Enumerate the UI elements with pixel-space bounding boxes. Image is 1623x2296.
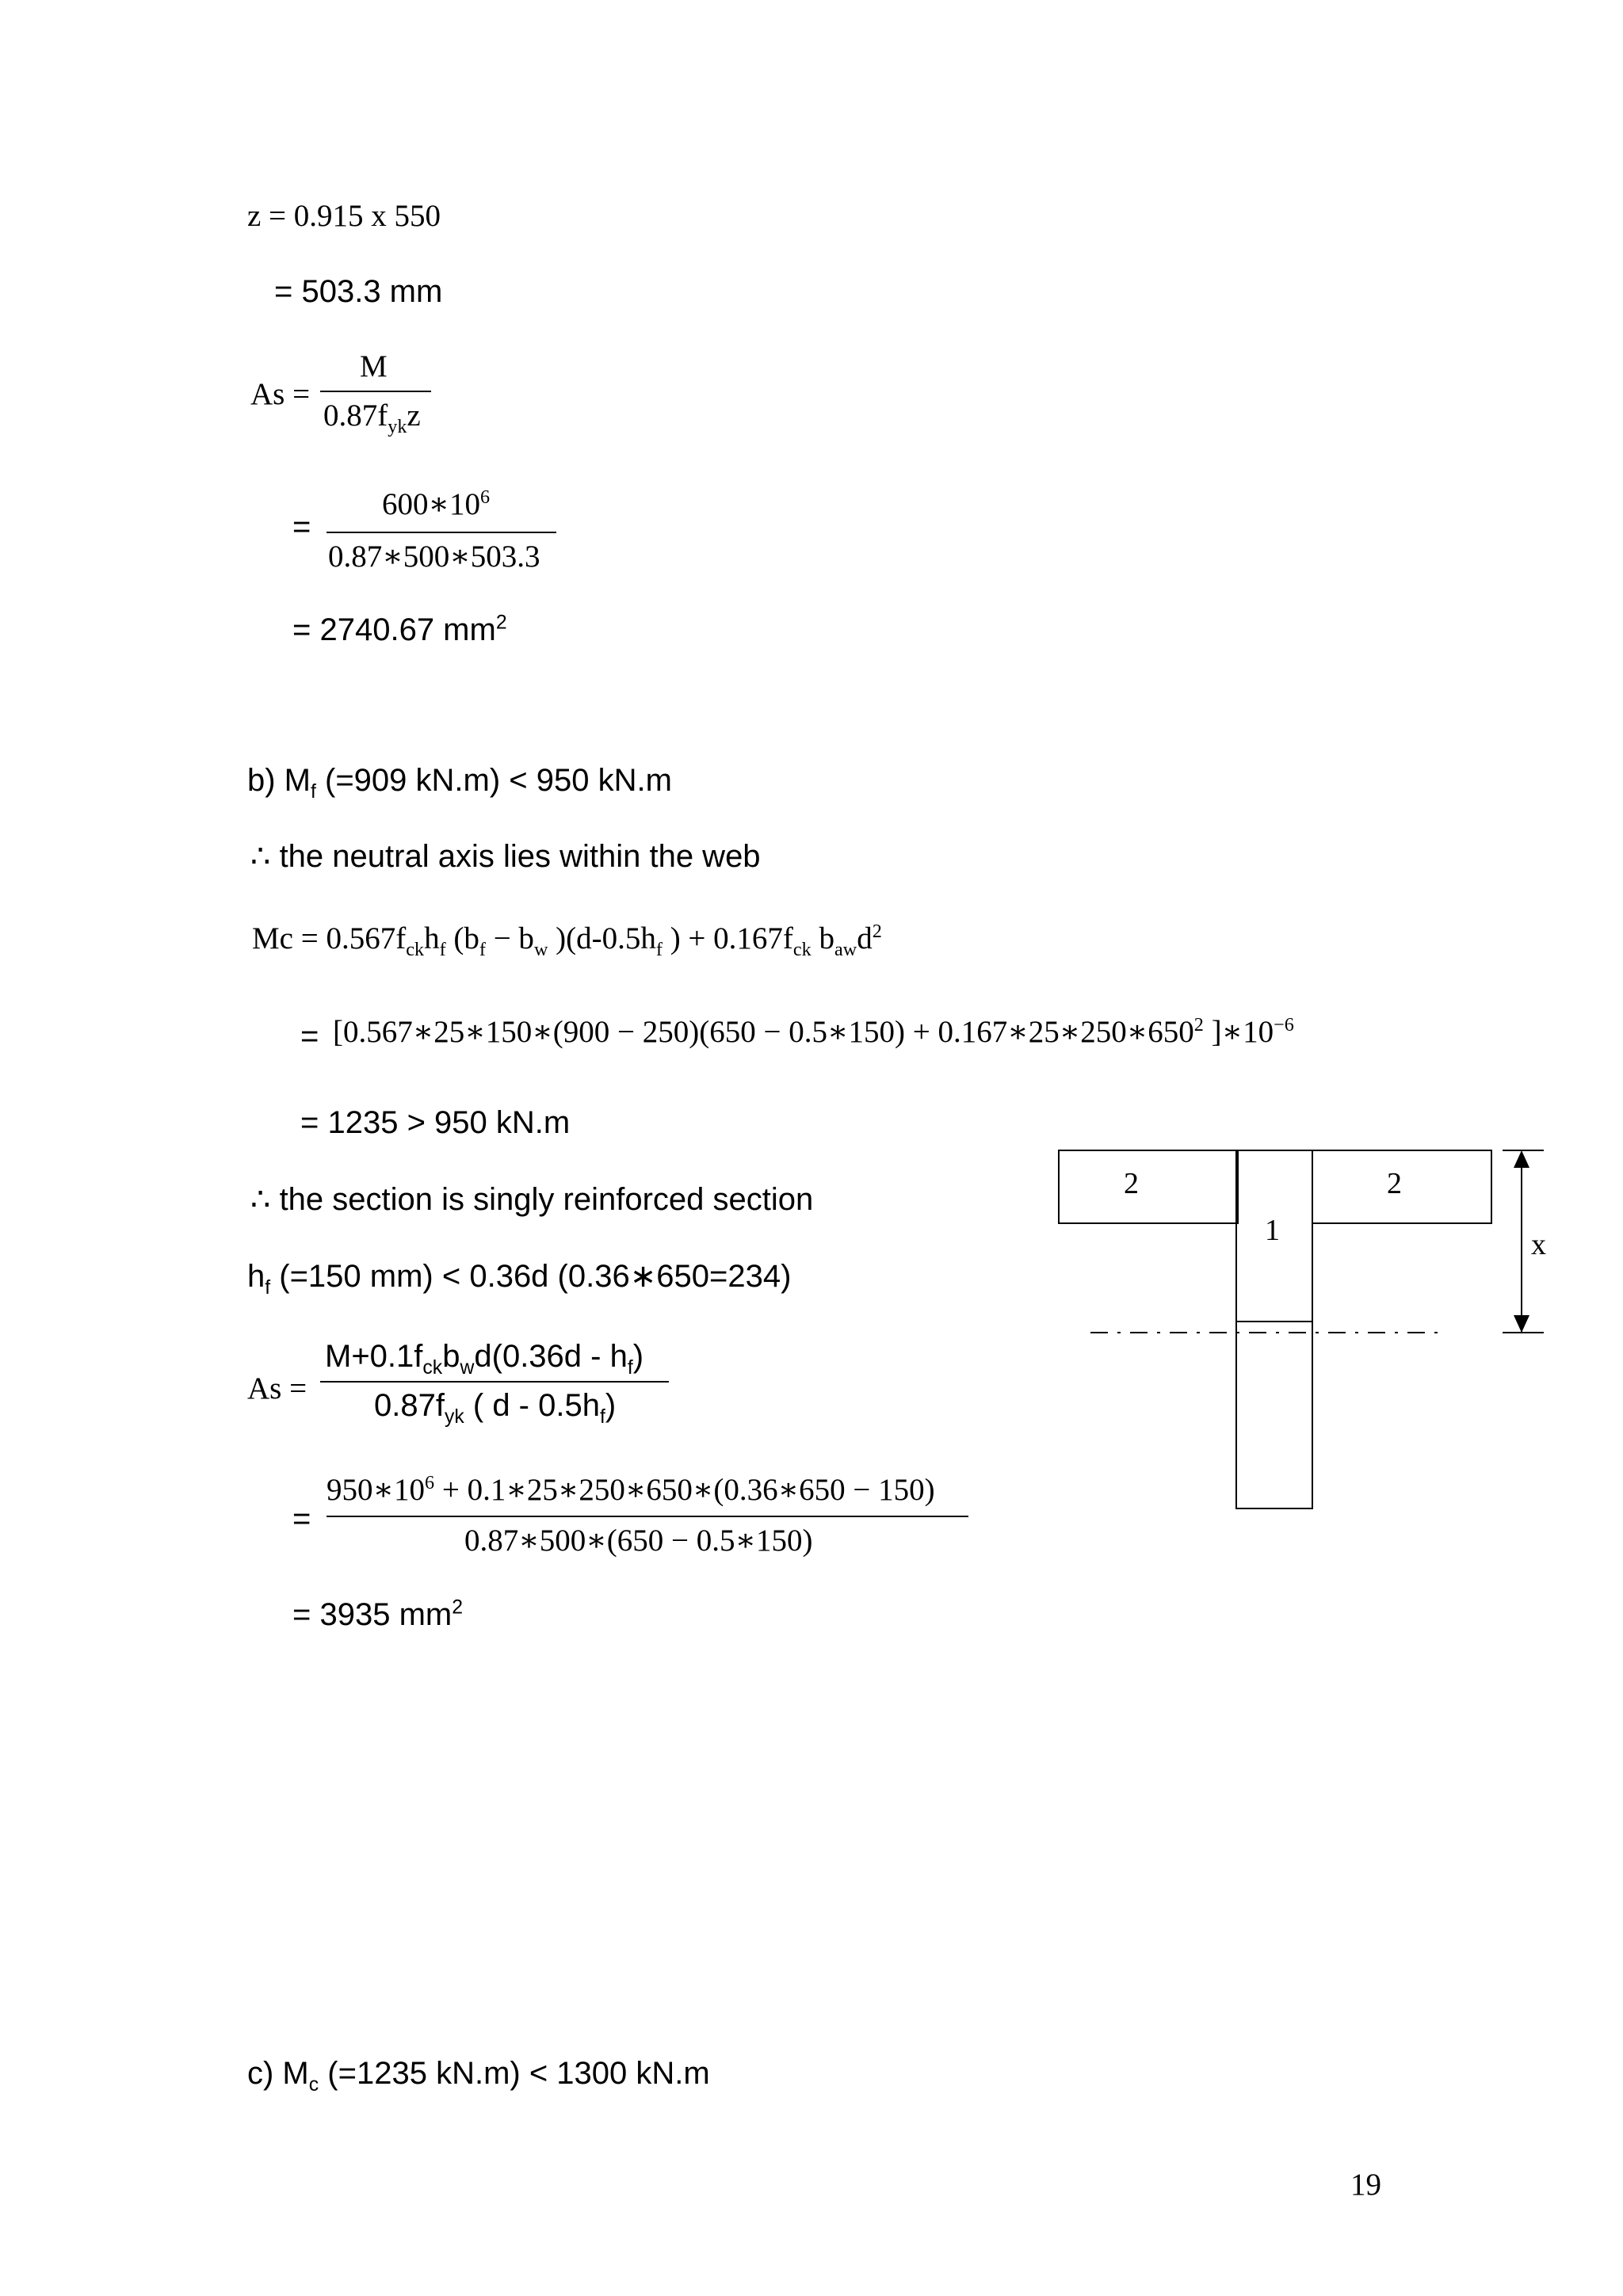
web-lower-block	[1236, 1322, 1312, 1508]
eq-sign-2: =	[300, 1019, 319, 1054]
as1-sub-numerator: $600∗10^6$	[382, 486, 491, 521]
fraction-bar	[327, 1516, 968, 1517]
as1-substitution	[327, 486, 556, 574]
hf-check: $h_f$ (=150 mm) < 0.36d (0.36∗650=234)	[247, 1259, 792, 1299]
neutral-axis-statement: ∴ the neutral axis lies within the web	[250, 839, 761, 874]
as1-result: = 2740.67 $mm^2$	[292, 612, 507, 647]
arrow-up-icon	[1514, 1150, 1529, 1168]
depth-label: x	[1531, 1228, 1546, 1261]
eq-sign-1: =	[292, 509, 311, 544]
as2-denominator: $0.87f_{yk}$ ( d - $0.5h_f$)	[374, 1388, 617, 1428]
eq-sign-3: =	[292, 1501, 311, 1536]
fraction-bar	[327, 532, 556, 533]
mc-result: = 1235 > 950 kN.m	[300, 1105, 571, 1140]
mc-equation: $Mc = 0.567f_{ck}h_f$ ($b_f - b_w$ )($d-0.5h_f$ ) + $0.167f_{ck}$ $b_{aw}d^2$	[252, 921, 882, 960]
page-number: 19	[1350, 2168, 1381, 2202]
singly-reinforced-statement: ∴ the section is singly reinforced section	[250, 1182, 814, 1217]
as1-lhs: As =	[250, 377, 311, 411]
as2-sub-denominator: 0.87∗500∗(650 − 0.5∗150)	[464, 1524, 813, 1558]
as1-fraction	[320, 349, 431, 436]
as1-numerator: M	[360, 349, 388, 383]
as2-numerator: $M+0.1f_{ck}b_wd(0.36d - h_f)$	[325, 1339, 644, 1379]
part-b-heading: b) $M_f$ (=909 kN.m) < 950 kN.m	[247, 763, 672, 803]
as2-lhs: As =	[247, 1371, 307, 1405]
flange-left-block	[1059, 1150, 1238, 1223]
as2-sub-numerator: $950∗10^6$ + 0.1∗25∗250∗650∗(0.36∗650 − 150)	[327, 1472, 935, 1507]
flange-right-block	[1312, 1150, 1491, 1223]
as2-fraction	[320, 1339, 669, 1434]
as2-substitution	[327, 1472, 968, 1567]
fraction-bar	[320, 391, 431, 392]
flange-left-label: 2	[1124, 1167, 1139, 1200]
mc-substitution: [0.567∗25∗150∗(900 − 250)(650 − 0.5∗150) + $0.167∗25∗250∗650^2$ ]$∗10^{-6}$	[333, 1014, 1294, 1049]
as1-sub-denominator: 0.87∗500∗503.3	[328, 540, 540, 574]
as1-denominator: $0.87f_{yk}z$	[323, 399, 421, 437]
flange-right-label: 2	[1387, 1167, 1402, 1200]
as2-result: = 3935 $mm^2$	[292, 1596, 464, 1632]
t-section-diagram	[1046, 1141, 1553, 1521]
z-equation: z = 0.915 x 550	[247, 199, 441, 233]
part-c-heading: c) $M_c$ (=1235 kN.m) < 1300 kN.m	[247, 2056, 710, 2096]
fraction-bar	[320, 1381, 669, 1383]
z-value: = 503.3 mm	[274, 274, 443, 309]
arrow-down-icon	[1514, 1315, 1529, 1333]
web-label: 1	[1265, 1214, 1280, 1247]
